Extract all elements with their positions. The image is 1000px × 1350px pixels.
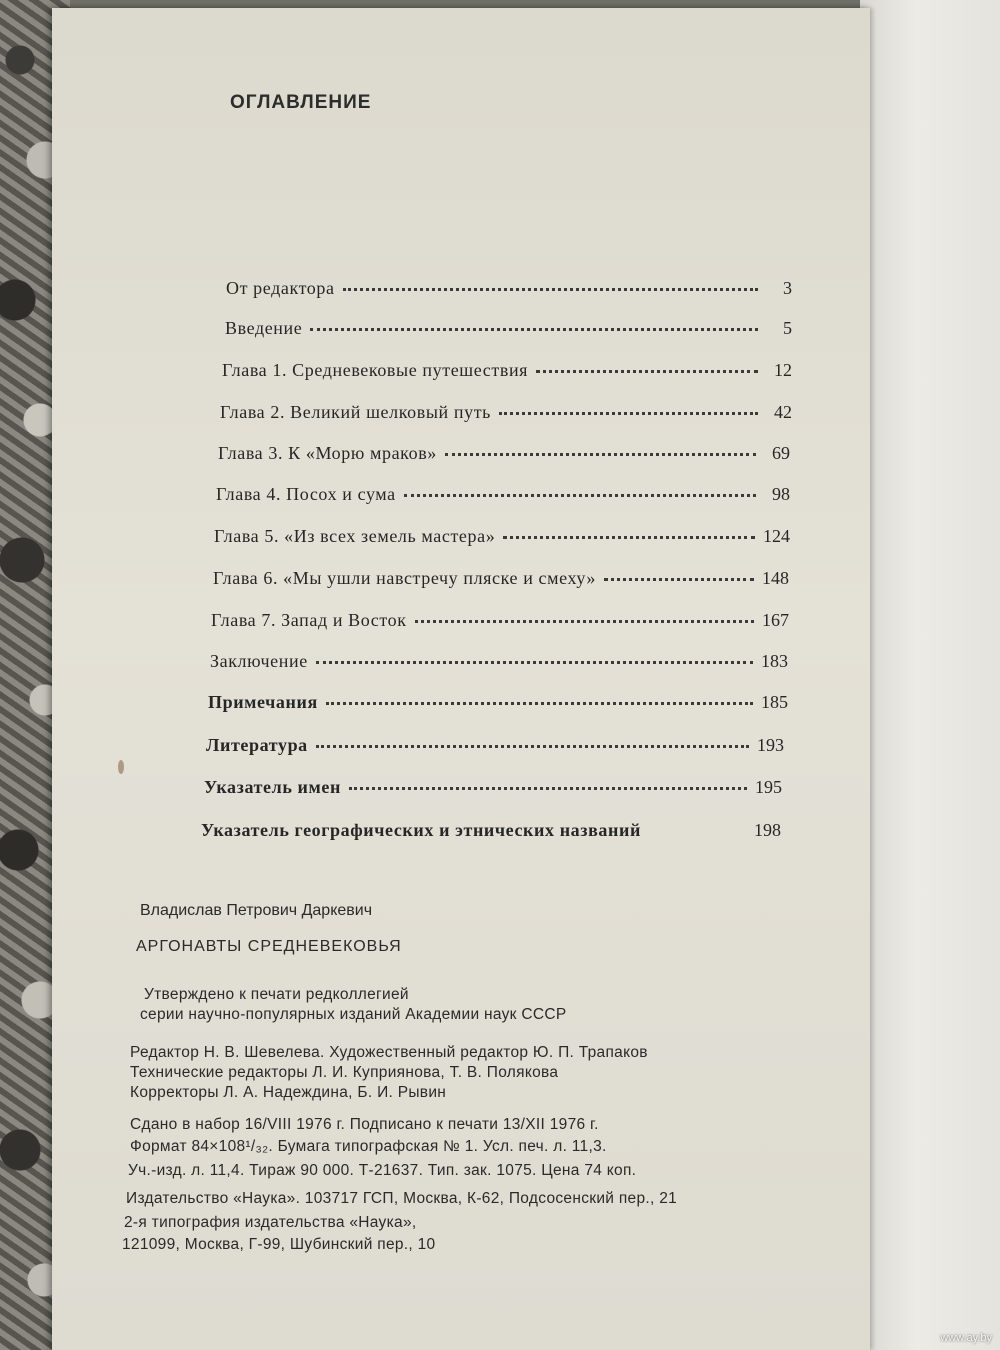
toc-entry-label: От редактора xyxy=(226,278,335,298)
approval-line: Утверждено к печати редколлегией xyxy=(144,986,409,1003)
toc-leader-dots xyxy=(536,366,758,373)
production-line: Издательство «Наука». 103717 ГСП, Москва, К-62, Подсосенский пер., 21 xyxy=(126,1190,678,1207)
toc-entry-label: Указатель географических и этнических названий xyxy=(201,820,641,840)
toc-leader-dots xyxy=(310,324,758,331)
book-author: Владислав Петрович Даркевич xyxy=(140,902,373,919)
toc-leader-dots xyxy=(316,657,753,664)
toc-entry-page: 3 xyxy=(783,278,792,298)
toc-entry-label: Заключение xyxy=(210,651,308,671)
toc-entry-label: Примечания xyxy=(208,692,318,712)
watermark: www.ay.by xyxy=(940,1332,992,1344)
toc-entry-page: 148 xyxy=(762,568,789,588)
toc-entry xyxy=(208,692,788,713)
book-title: АРГОНАВТЫ СРЕДНЕВЕКОВЬЯ xyxy=(136,938,402,955)
production-line: 2-я типография издательства «Наука», xyxy=(124,1214,417,1231)
toc-entry xyxy=(213,568,789,589)
toc-entry xyxy=(218,443,790,464)
toc-entry xyxy=(222,360,792,381)
toc-leader-dots xyxy=(604,574,754,581)
toc-entry-page: 198 xyxy=(754,820,781,840)
production-line: 121099, Москва, Г-99, Шубинский пер., 10 xyxy=(122,1236,436,1253)
toc-leader-dots xyxy=(349,783,747,790)
toc-heading: ОГЛАВЛЕНИЕ xyxy=(230,92,372,113)
toc-leader-dots xyxy=(503,532,755,539)
toc-leader-dots xyxy=(499,408,758,415)
toc-entry-page: 42 xyxy=(774,402,792,422)
toc-entry-label: Глава 2. Великий шелковый путь xyxy=(220,402,491,422)
production-line: Формат 84×108¹/₃₂. Бумага типографская № 1. Усл. печ. л. 11,3. xyxy=(130,1138,607,1155)
toc-entry-label: Глава 7. Запад и Восток xyxy=(211,610,407,630)
editors-line: Редактор Н. В. Шевелева. Художественный редактор Ю. П. Трапаков xyxy=(130,1044,648,1061)
toc-entry-page: 195 xyxy=(755,777,782,797)
approval-line: серии научно-популярных изданий Академии наук СССР xyxy=(140,1006,567,1023)
toc-entry-page: 193 xyxy=(757,735,784,755)
toc-entry-page: 183 xyxy=(761,651,788,671)
production-line: Сдано в набор 16/VIII 1976 г. Подписано к печати 13/XII 1976 г. xyxy=(130,1116,599,1133)
toc-leader-dots xyxy=(326,698,753,705)
toc-entry-label: Глава 1. Средневековые путешествия xyxy=(222,360,529,380)
toc-entry xyxy=(216,484,790,505)
toc-leader-dots xyxy=(445,449,756,456)
toc-entry-page: 69 xyxy=(772,443,790,463)
toc-entry-label: Глава 4. Посох и сума xyxy=(216,484,396,504)
toc-leader-dots xyxy=(404,490,756,497)
toc-entry-page: 124 xyxy=(763,526,790,546)
toc-entry xyxy=(220,402,792,423)
toc-entry-page: 185 xyxy=(761,692,788,712)
toc-entry-label: Глава 5. «Из всех земель мастера» xyxy=(214,526,496,546)
toc-entry-label: Литература xyxy=(206,735,308,755)
toc-entry xyxy=(225,318,792,339)
toc-leader-dots xyxy=(316,741,749,748)
toc-entry-page: 5 xyxy=(783,318,792,338)
production-line: Уч.-изд. л. 11,4. Тираж 90 000. Т-21637. Тип. зак. 1075. Цена 74 коп. xyxy=(128,1162,637,1179)
toc-entry-label: Глава 6. «Мы ушли навстречу пляске и смеху» xyxy=(213,568,597,588)
toc-entry xyxy=(204,777,782,798)
toc-leader-dots xyxy=(343,284,758,291)
toc-entry xyxy=(226,278,792,299)
toc-leader-dots xyxy=(415,616,754,623)
toc-entry-page: 12 xyxy=(774,360,792,380)
toc-entry xyxy=(210,651,788,672)
toc-entry-page: 98 xyxy=(772,484,790,504)
toc-entry xyxy=(211,610,789,631)
toc-entry xyxy=(201,820,781,841)
toc-entry-label: Глава 3. К «Морю мраков» xyxy=(218,443,437,463)
toc-entry-page: 167 xyxy=(762,610,789,630)
editors-line: Технические редакторы Л. И. Куприянова, Т. В. Полякова xyxy=(130,1064,559,1081)
toc-entry xyxy=(206,735,784,756)
toc-entry-label: Введение xyxy=(225,318,303,338)
toc-entry-label: Указатель имен xyxy=(204,777,341,797)
editors-line: Корректоры Л. А. Надеждина, Б. И. Рывин xyxy=(130,1084,447,1101)
toc-entry xyxy=(214,526,790,547)
